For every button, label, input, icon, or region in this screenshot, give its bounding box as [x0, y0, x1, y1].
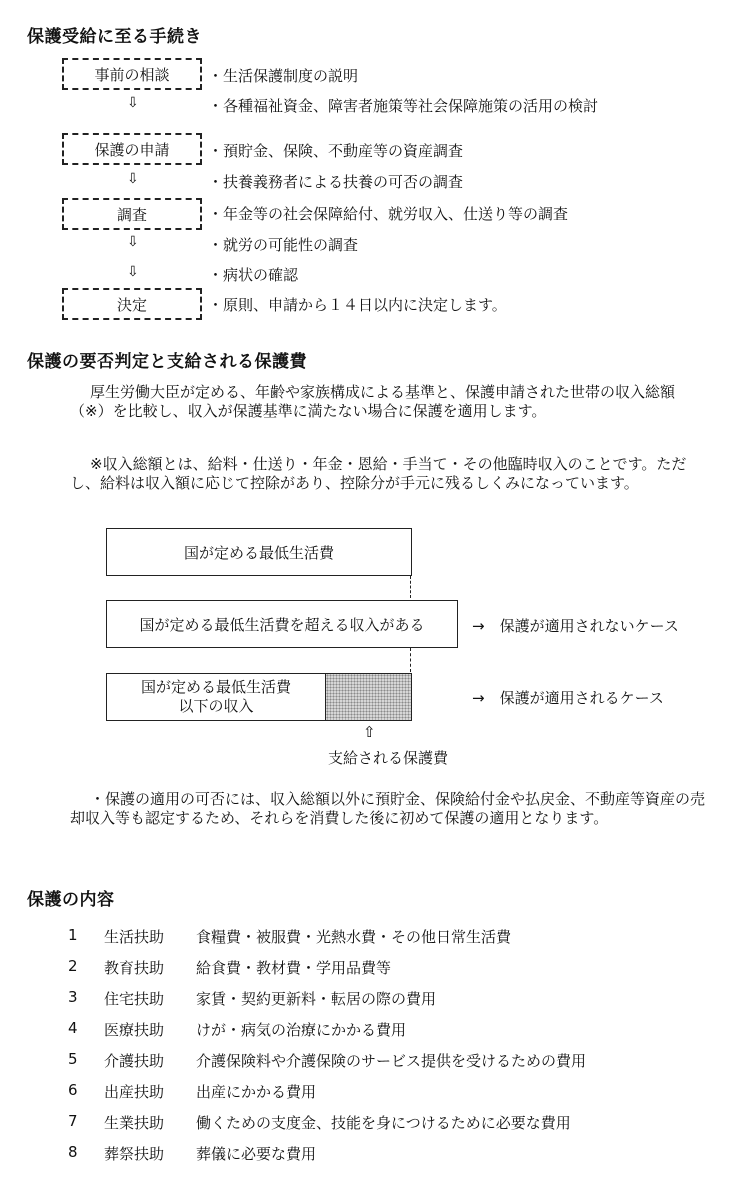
note-6: ・就労の可能性の調査 [208, 236, 359, 254]
down-arrow-icon: ⇩ [127, 171, 139, 187]
under-income-box [106, 673, 326, 721]
note-3: ・預貯金、保険、不動産等の資産調査 [208, 142, 464, 160]
step-box-decision: 決定 [62, 288, 202, 320]
paragraph-standard: 厚生労働大臣が定める、年齢や家族構成による基準と、保護申請された世帯の収入総額（※）を比較し、収入が保護基準に満たない場合に保護を適用します。 [70, 383, 676, 420]
up-arrow-icon: ⇧ [363, 723, 376, 741]
note-7: ・病状の確認 [208, 266, 299, 284]
over-income-box: 国が定める最低生活費を超える収入がある [106, 600, 458, 648]
section-title-procedure: 保護受給に至る手続き [27, 27, 202, 47]
note-8: ・原則、申請から１４日以内に決定します。 [208, 296, 507, 314]
aid-name: 介護扶助 [104, 1052, 165, 1070]
down-arrow-icon: ⇩ [127, 264, 139, 280]
under-income-label-line1: 国が定める最低生活費 [140, 678, 291, 696]
aid-description: 葬儀に必要な費用 [196, 1145, 317, 1163]
aid-description: 介護保険料や介護保険のサービス提供を受けるための費用 [196, 1052, 587, 1070]
section-title-judgment: 保護の要否判定と支給される保護費 [27, 352, 307, 372]
section-title-contents: 保護の内容 [27, 890, 115, 910]
aid-number: 2 [68, 957, 78, 975]
aid-description: 家賃・契約更新料・転居の際の費用 [196, 990, 437, 1008]
aid-name: 葬祭扶助 [104, 1145, 165, 1163]
aid-description: 食糧費・被服費・光熱水費・その他日常生活費 [196, 928, 512, 946]
step-box-investigation: 調査 [62, 198, 202, 230]
aid-number: 8 [68, 1143, 78, 1161]
aid-description: 給食費・教材費・学用品費等 [196, 959, 392, 977]
aid-number: 7 [68, 1112, 78, 1130]
case-applied: → 保護が適用されるケース [472, 689, 664, 707]
aid-name: 教育扶助 [104, 959, 165, 977]
down-arrow-icon: ⇩ [127, 95, 139, 111]
note-2: ・各種福祉資金、障害者施策等社会保障施策の活用の検討 [208, 97, 599, 115]
aid-number: 4 [68, 1019, 78, 1037]
aid-number: 3 [68, 988, 78, 1006]
note-1: ・生活保護制度の説明 [208, 67, 359, 85]
note-4: ・扶養義務者による扶養の可否の調査 [208, 173, 464, 191]
aid-description: 出産にかかる費用 [196, 1083, 317, 1101]
step-box-application: 保護の申請 [62, 133, 202, 165]
note-5: ・年金等の社会保障給付、就労収入、仕送り等の調査 [208, 205, 569, 223]
down-arrow-icon: ⇩ [127, 234, 139, 250]
aid-name: 出産扶助 [104, 1083, 165, 1101]
aid-number: 5 [68, 1050, 78, 1068]
benefit-caption: 支給される保護費 [328, 749, 449, 767]
aid-number: 1 [68, 926, 78, 944]
step-box-consultation: 事前の相談 [62, 58, 202, 90]
aid-name: 生業扶助 [104, 1114, 165, 1132]
aid-description: けが・病気の治療にかかる費用 [196, 1021, 407, 1039]
paragraph-income-definition: ※収入総額とは、給料・仕送り・年金・恩給・手当て・その他臨時収入のことです。ただし、給料は収入額に応じて控除があり、控除分が手元に残るしくみになっています。 [70, 455, 687, 492]
case-not-applied: → 保護が適用されないケース [472, 617, 679, 635]
aid-name: 住宅扶助 [104, 990, 165, 1008]
shaded-benefit-area [325, 673, 412, 721]
aid-number: 6 [68, 1081, 78, 1099]
dashed-guide-line [410, 576, 411, 598]
aid-name: 医療扶助 [104, 1021, 165, 1039]
min-living-cost-box: 国が定める最低生活費 [106, 528, 412, 576]
paragraph-applicability: ・保護の適用の可否には、収入総額以外に預貯金、保険給付金や払戻金、不動産等資産の売却収入等も認定するため、それらを消費した後に初めて保護の適用となります。 [70, 790, 706, 827]
aid-name: 生活扶助 [104, 928, 165, 946]
under-income-label-line2: 以下の収入 [178, 697, 254, 715]
dashed-guide-line [410, 648, 411, 672]
aid-description: 働くための支度金、技能を身につけるために必要な費用 [196, 1114, 571, 1132]
